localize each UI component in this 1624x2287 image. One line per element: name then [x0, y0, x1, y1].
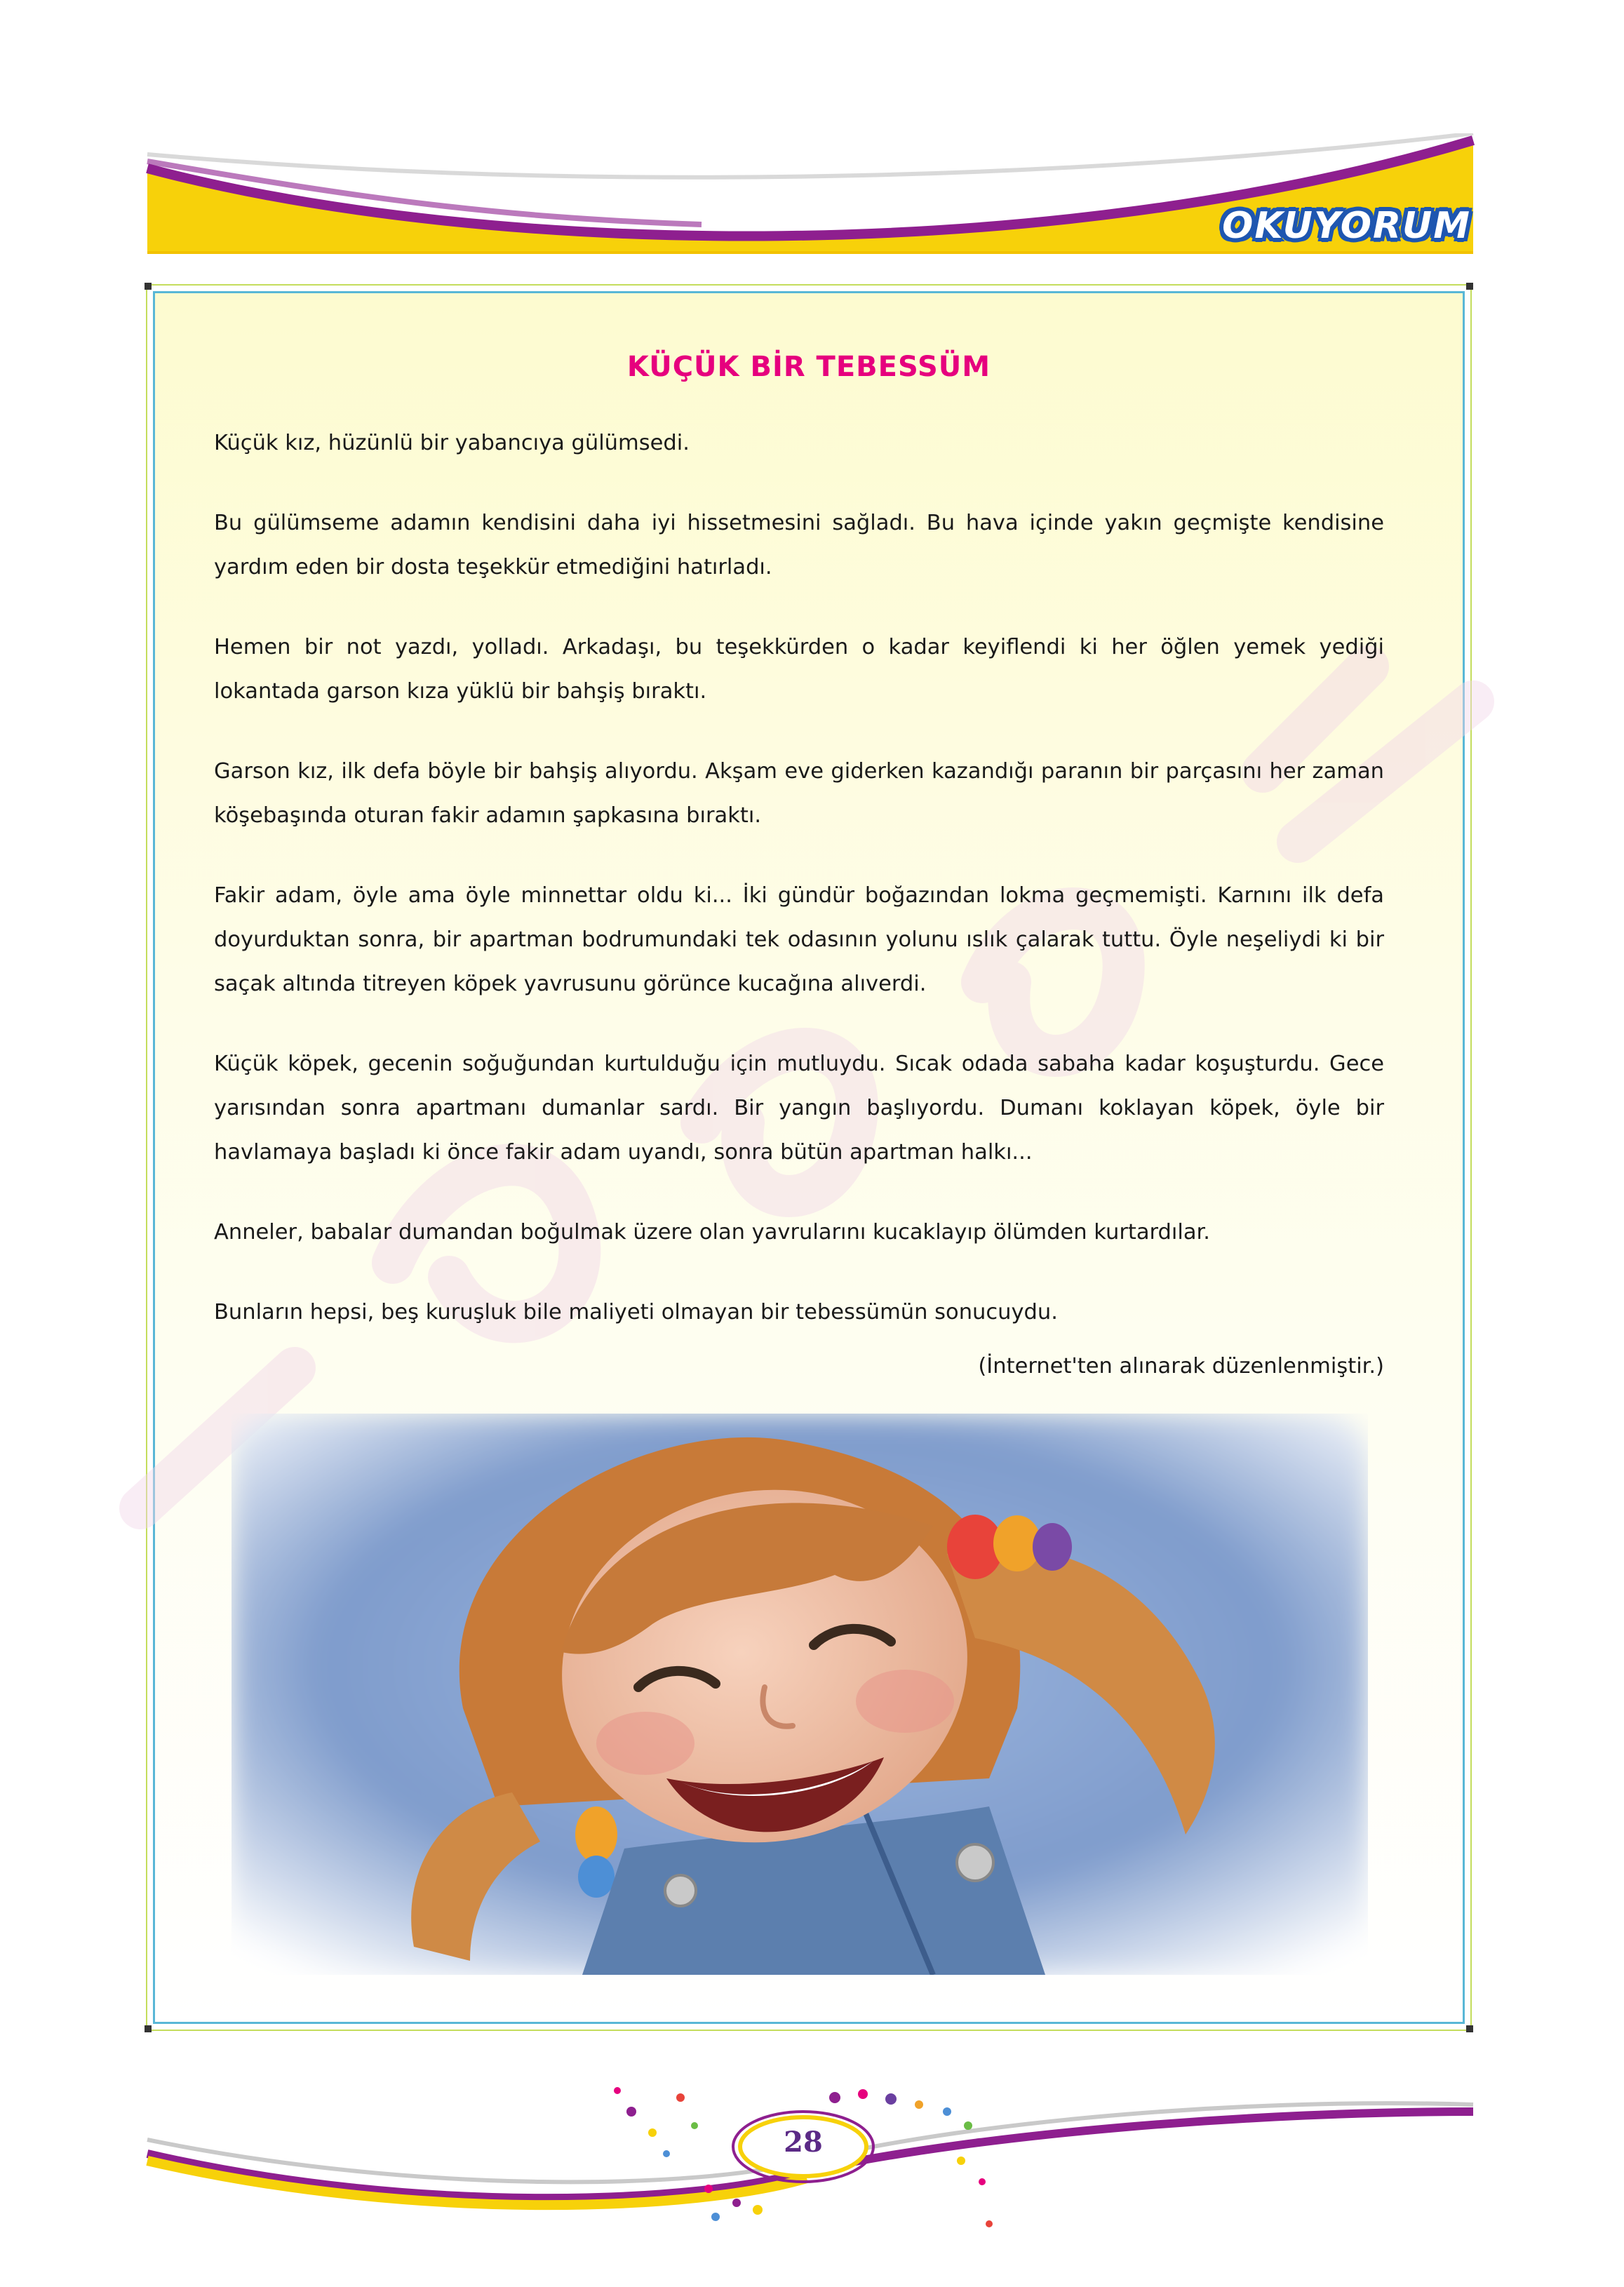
- story-title: KÜÇÜK BİR TEBESSÜM: [626, 351, 991, 383]
- frame-corner-dot: [1466, 283, 1473, 290]
- story-body: [214, 421, 1384, 1370]
- page-number: 28: [784, 2126, 823, 2159]
- story-paragraph: Anneler, babalar dumandan boğulmak üzere olan yavrularını kucaklayıp ölümden kurtardılar.: [214, 1220, 1210, 1245]
- frame-corner-dot: [1466, 2025, 1473, 2032]
- story-paragraph: Bu gülümseme adamın kendisini daha iyi hissetmesini sağladı. Bu hava içinde yakın geçmişte kendisine yardım eden bir dosta teşekkür etmediğini hatırladı.: [214, 511, 1384, 579]
- story-paragraph: Küçük kız, hüzünlü bir yabancıya gülümsedi.: [214, 431, 690, 455]
- story-paragraph: Hemen bir not yazdı, yolladı. Arkadaşı, bu teşekkürden o kadar keyiflendi ki her öğlen yemek yediği lokantada garson kıza yüklü bir bahşiş bıraktı.: [214, 635, 1384, 704]
- frame-corner-dot: [145, 283, 152, 290]
- header-band: [0, 133, 1624, 274]
- story-paragraph: Fakir adam, öyle ama öyle minnettar oldu ki... İki gündür boğazından lokma geçmemişti. Karnını ilk defa doyurduktan sonra, bir apartman bodrumundaki tek odasının yolunu ıslık çalarak tuttu. Öyle neşeliydi ki bir saçak altında titreyen köpek yavrusunu görünce kucağına alıverdi.: [214, 883, 1384, 996]
- story-paragraph: Bunların hepsi, beş kuruşluk bile maliyeti olmayan bir tebessümün sonucuydu.: [214, 1300, 1058, 1324]
- story-paragraph: Garson kız, ilk defa böyle bir bahşiş alıyordu. Akşam eve giderken kazandığı paranın bir parçasını her zaman köşebaşında oturan fakir adamın şapkasına bıraktı.: [214, 759, 1384, 828]
- source-note: (İnternet'ten alınarak düzenlenmiştir.): [978, 1354, 1384, 1379]
- section-title: OKUYORUM: [1222, 205, 1471, 247]
- smiling-girl-photo: [231, 1414, 1368, 1975]
- story-paragraph: Küçük köpek, gecenin soğuğundan kurtulduğu için mutluydu. Sıcak odada sabaha kadar koşuşturdu. Gece yarısından sonra apartmanı dumanlar sardı. Bir yangın başlıyordu. Dumanı koklayan köpek, öyle bir havlamaya başladı ki önce fakir adam uyandı, sonra bütün apartman halkı...: [214, 1052, 1384, 1165]
- frame-corner-dot: [145, 2025, 152, 2032]
